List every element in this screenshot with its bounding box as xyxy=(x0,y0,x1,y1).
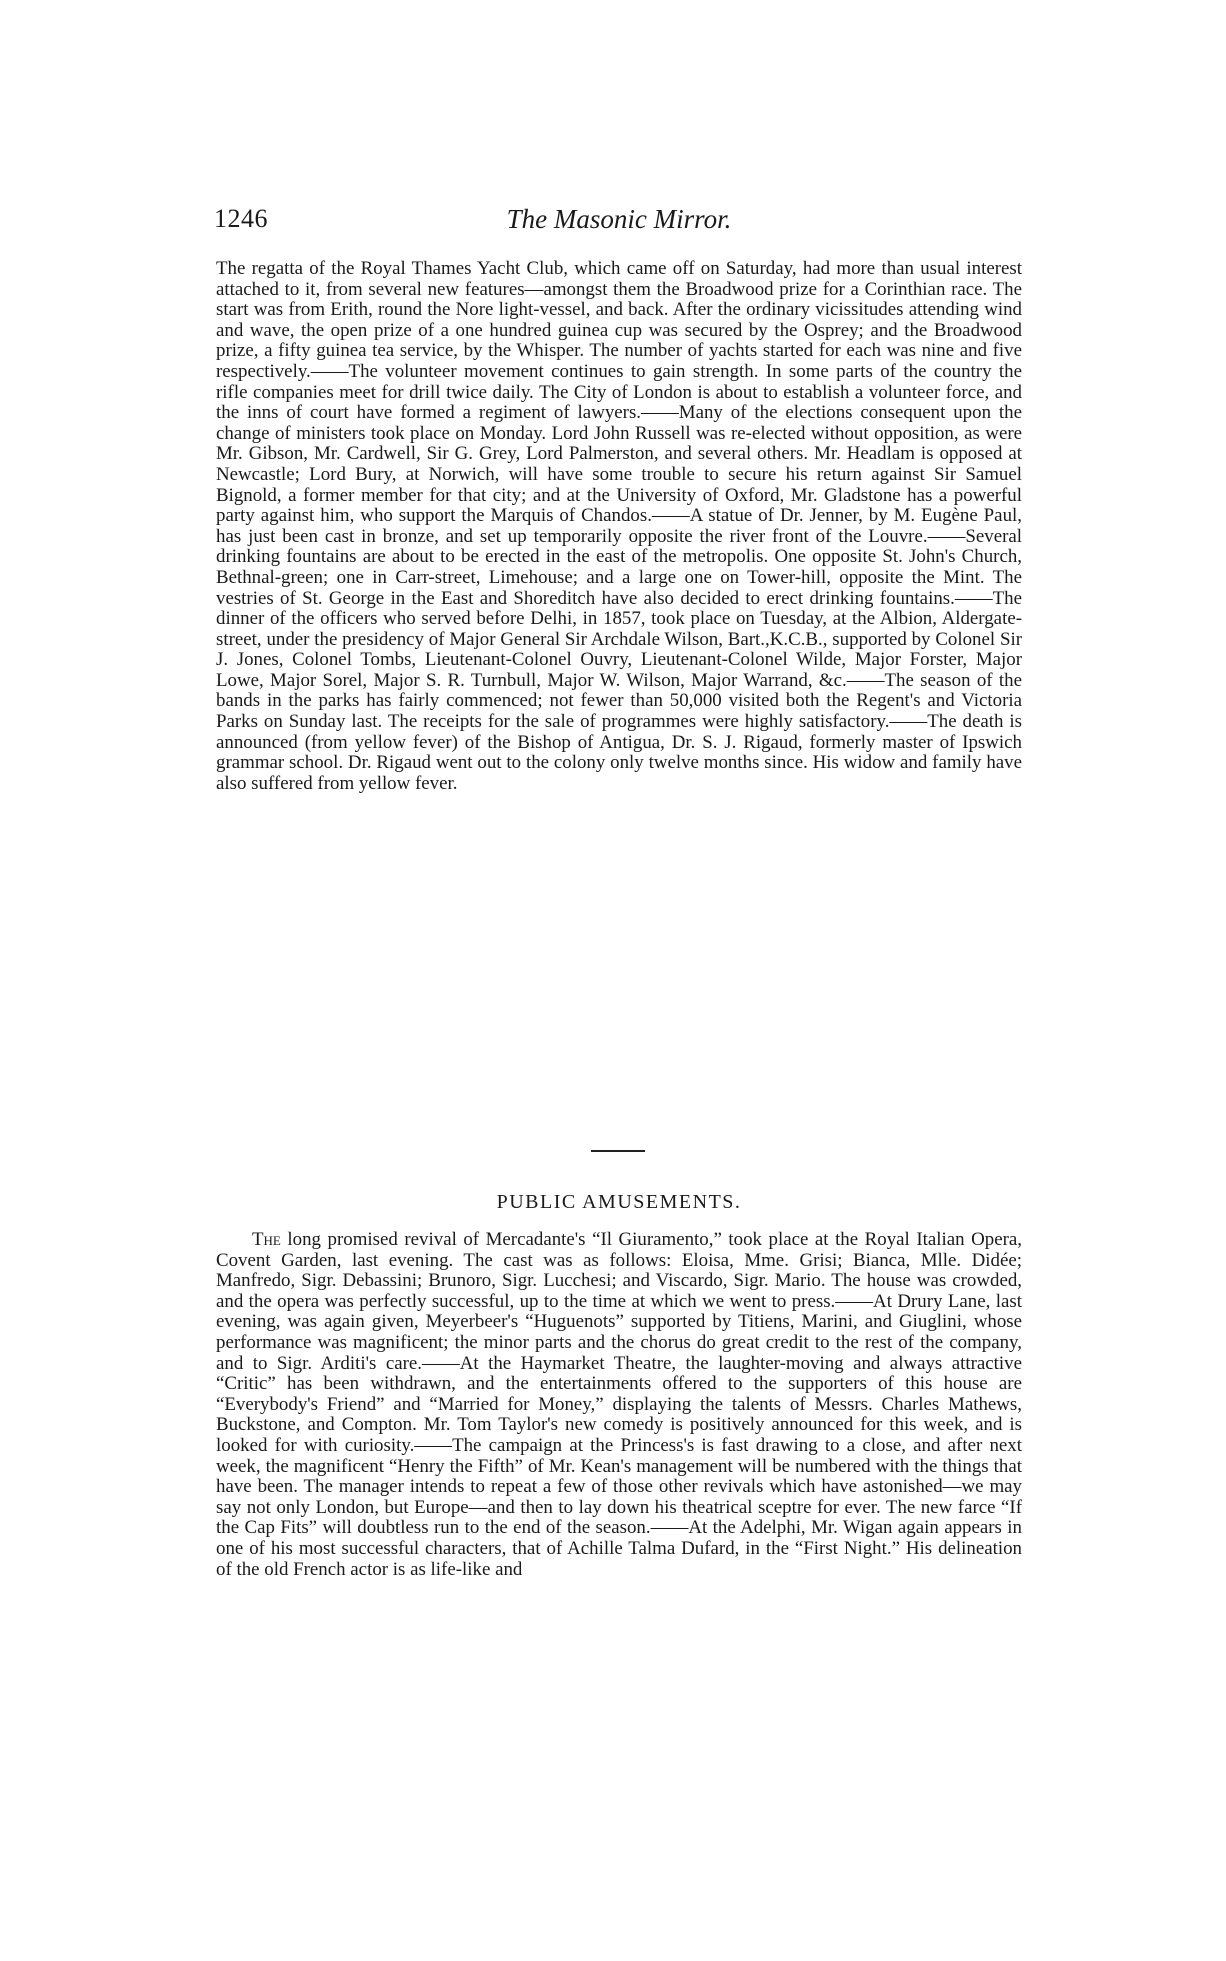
journal-title: The Masonic Mirror. xyxy=(506,204,732,234)
lead-word: The xyxy=(252,1229,281,1250)
amusements-column xyxy=(216,1230,1022,1580)
amusements-paragraph xyxy=(216,1230,1022,1580)
running-head xyxy=(214,204,1024,244)
page-number: 1246 xyxy=(214,204,268,233)
section-divider xyxy=(591,1150,645,1152)
amusements-text: long promised revival of Mercadante's “Il Giuramento,” took place at the Royal Italian Opera, Covent Garden, last evening. The cast was as follows: Eloisa, Mme. Grisi; Bianca, Mlle. Didée; Manfredo, Sigr. Debassini; Brunoro, Sigr. Lucchesi; and Viscardo, Sigr. Mario. The house was crowded, and the opera was perfectly successful, up to the time at which we went to press.——At Drury Lane, last evening, was again given, Meyerbeer's “Huguenots” supported by Titiens, Marini, and Giuglini, whose performance was magnificent; the minor parts and the chorus do great credit to the rest of the company, and to Sigr. Arditi's care.——At the Haymarket Theatre, the laughter-moving and always attractive “Critic” has been withdrawn, and the entertainments offered to the supporters of this house are “Everybody's Friend” and “Married for Money,” displaying the talents of Messrs. Charles Mathews, Buckstone, and Compton. Mr. Tom Taylor's new comedy is positively announced for this week, and is looked for with curiosity.——The campaign at the Princess's is fast drawing to a close, and after next week, the magnificent “Henry the Fifth” of Mr. Kean's management will be numbered with the things that have been. The manager intends to repeat a few of those other revivals which have astonished—we may say not only London, but Europe—and then to lay down his theatrical sceptre for ever. The new farce “If the Cap Fits” will doubtless run to the end of the season.——At the Adelphi, Mr. Wigan again appears in one of his most successful characters, that of Achille Talma Dufard, in the “First Night.” His delineation of the old French actor is as life-like and xyxy=(216,1229,1022,1580)
news-paragraph: The regatta of the Royal Thames Yacht Club, which came off on Saturday, had more than usual interest attached to it, from several new features—amongst them the Broadwood prize for a Corinthian race. The start was from Erith, round the Nore light-vessel, and back. After the ordinary vicissitudes attending wind and wave, the open prize of a one hundred guinea cup was secured by the Osprey; and the Broadwood prize, a fifty guinea tea service, by the Whisper. The number of yachts started for each was nine and five respectively.——The volunteer movement continues to gain strength. In some parts of the country the rifle companies meet for drill twice daily. The City of London is about to establish a volunteer force, and the inns of court have formed a regiment of lawyers.——Many of the elections consequent upon the change of ministers took place on Monday. Lord John Russell was re-elected without opposition, as were Mr. Gibson, Mr. Cardwell, Sir G. Grey, Lord Palmerston, and several others. Mr. Headlam is opposed at Newcastle; Lord Bury, at Norwich, will have some trouble to secure his return against Sir Samuel Bignold, a former member for that city; and at the University of Oxford, Mr. Gladstone has a powerful party against him, who support the Marquis of Chandos.——A statue of Dr. Jenner, by M. Eugène Paul, has just been cast in bronze, and set up temporarily opposite the river front of the Louvre.——Several drinking fountains are about to be erected in the east of the metropolis. One opposite St. John's Church, Bethnal-green; one in Carr-street, Limehouse; and a large one on Tower-hill, opposite the Mint. The vestries of St. George in the East and Shoreditch have also decided to erect drinking fountains.——The dinner of the officers who served before Delhi, in 1857, took place on Tuesday, at the Albion, Aldergate-street, under the presidency of Major General Sir Archdale Wilson, Bart.,K.C.B., supported by Colonel Sir J. Jones, Colonel Tombs, Lieutenant-Colonel Ouvry, Lieutenant-Colonel Wilde, Major Forster, Major Lowe, Major Sorel, Major S. R. Turnbull, Major W. Wilson, Major Warrand, &c.——The season of the bands in the parks has fairly commenced; not fewer than 50,000 visited both the Regent's and Victoria Parks on Sunday last. The receipts for the sale of programmes were highly satisfactory.——The death is announced (from yellow fever) of the Bishop of Antigua, Dr. S. J. Rigaud, formerly master of Ipswich grammar school. Dr. Rigaud went out to the colony only twelve months since. His widow and family have also suffered from yellow fever. xyxy=(216,258,1022,794)
section-heading: PUBLIC AMUSEMENTS. xyxy=(496,1191,742,1213)
news-column xyxy=(216,259,1022,794)
